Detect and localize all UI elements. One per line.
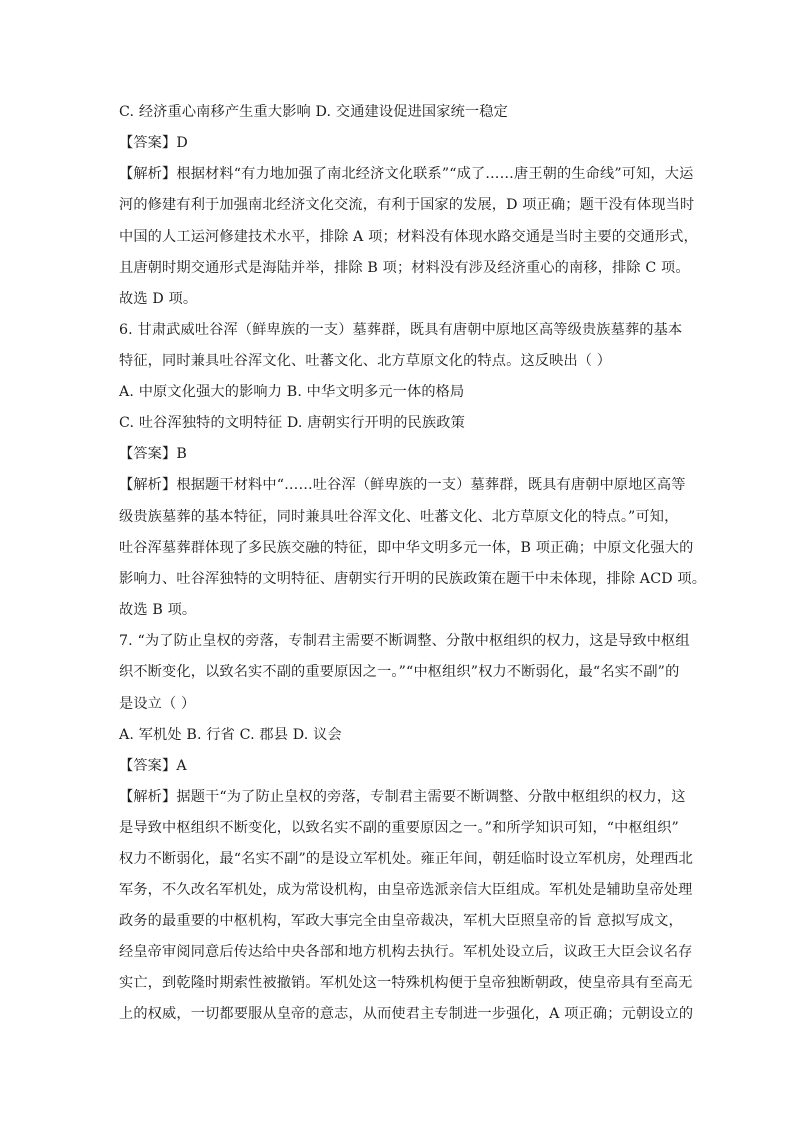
q7-stem-line: 织不断变化，以致名实不副的重要原因之一。”“中枢组织”权力不断弱化，最“名实不副”的: [119, 664, 680, 680]
q7-analysis-line: 实亡，到乾隆时期索性被撤销。军机处这一特殊机构便于皇帝独断朝政，使皇帝具有至高无: [119, 975, 693, 991]
q6-analysis-line: 故选 B 项。: [119, 602, 197, 618]
q5-analysis-line: 【解析】根据材料“有力地加强了南北经济文化联系”“成了……唐王朝的生命线”可知，大运: [119, 166, 694, 182]
q6-analysis-line: 吐谷浑墓葬群体现了多民族交融的特征，即中华文明多元一体，B 项正确；中原文化强大的: [119, 540, 694, 556]
q6-option-cd: C. 吐谷浑独特的文明特征 D. 唐朝实行开明的民族政策: [119, 415, 465, 431]
q5-analysis-line: 中国的人工运河修建技术水平，排除 A 项；材料没有体现水路交通是当时主要的交通形式，: [119, 229, 698, 245]
q7-options: A. 军机处 B. 行省 C. 郡县 D. 议会: [119, 727, 342, 743]
q6-analysis-line: 【解析】根据题干材料中“……吐谷浑（鲜卑族的一支）墓葬群，既具有唐朝中原地区高等: [119, 477, 686, 493]
q5-option-cd: C. 经济重心南移产生重大影响 D. 交通建设促进国家统一稳定: [119, 104, 508, 120]
q7-analysis-line: 是导致中枢组织不断变化，以致名实不副的重要原因之一。”和所学知识可知，“中枢组织”: [119, 820, 679, 836]
q7-analysis-line: 上的权威，一切都要服从皇帝的意志，从而使君主专制进一步强化，A 项正确；元朝设立的: [119, 1006, 694, 1022]
q6-analysis-line: 影响力、吐谷浑独特的文明特征、唐朝实行开明的民族政策在题干中未体现，排除 ACD 项。: [119, 571, 707, 587]
q6-stem-line: 6. 甘肃武威吐谷浑（鲜卑族的一支）墓葬群，既具有唐朝中原地区高等级贵族墓葬的基本: [119, 322, 683, 338]
q5-analysis-line: 河的修建有利于加强南北经济文化交流，有利于国家的发展，D 项正确；题干没有体现当时: [119, 197, 695, 213]
q7-answer: 【答案】A: [119, 758, 187, 774]
q7-analysis-line: 经皇帝审阅同意后传达给中央各部和地方机构去执行。军机处设立后，议政王大臣会议名存: [119, 944, 693, 960]
q7-analysis-line: 军务，不久改名军机处，成为常设机构，由皇帝选派亲信大臣组成。军机处是辅助皇帝处理: [119, 882, 693, 898]
q7-stem-line: 7. “为了防止皇权的旁落，专制君主需要不断调整、分散中枢组织的权力，这是导致中枢组: [119, 633, 690, 649]
q7-analysis-line: 权力不断弱化，最“名实不副”的是设立军机处。雍正年间，朝廷临时设立军机房，处理西北: [119, 851, 693, 867]
q7-analysis-line: 【解析】据题干“为了防止皇权的旁落，专制君主需要不断调整、分散中枢组织的权力，这: [119, 789, 686, 805]
q6-analysis-line: 级贵族墓葬的基本特征，同时兼具吐谷浑文化、吐蕃文化、北方草原文化的特点。”可知，: [119, 509, 679, 525]
q5-answer: 【答案】D: [119, 135, 188, 151]
q5-analysis-line: 且唐朝时期交通形式是海陆并举，排除 B 项；材料没有涉及经济重心的南移，排除 C 项。: [119, 260, 690, 276]
q7-stem-line: 是设立（ ）: [119, 696, 196, 712]
q6-stem-line: 特征，同时兼具吐谷浑文化、吐蕃文化、北方草原文化的特点。这反映出（ ）: [119, 353, 612, 369]
q6-option-ab: A. 中原文化强大的影响力 B. 中华文明多元一体的格局: [119, 384, 465, 400]
q5-analysis-line: 故选 D 项。: [119, 291, 198, 307]
q7-analysis-line: 政务的最重要的中枢机构，军政大事完全由皇帝裁决，军机大臣照皇帝的旨 意拟写成文，: [119, 913, 683, 929]
q6-answer: 【答案】B: [119, 446, 187, 462]
